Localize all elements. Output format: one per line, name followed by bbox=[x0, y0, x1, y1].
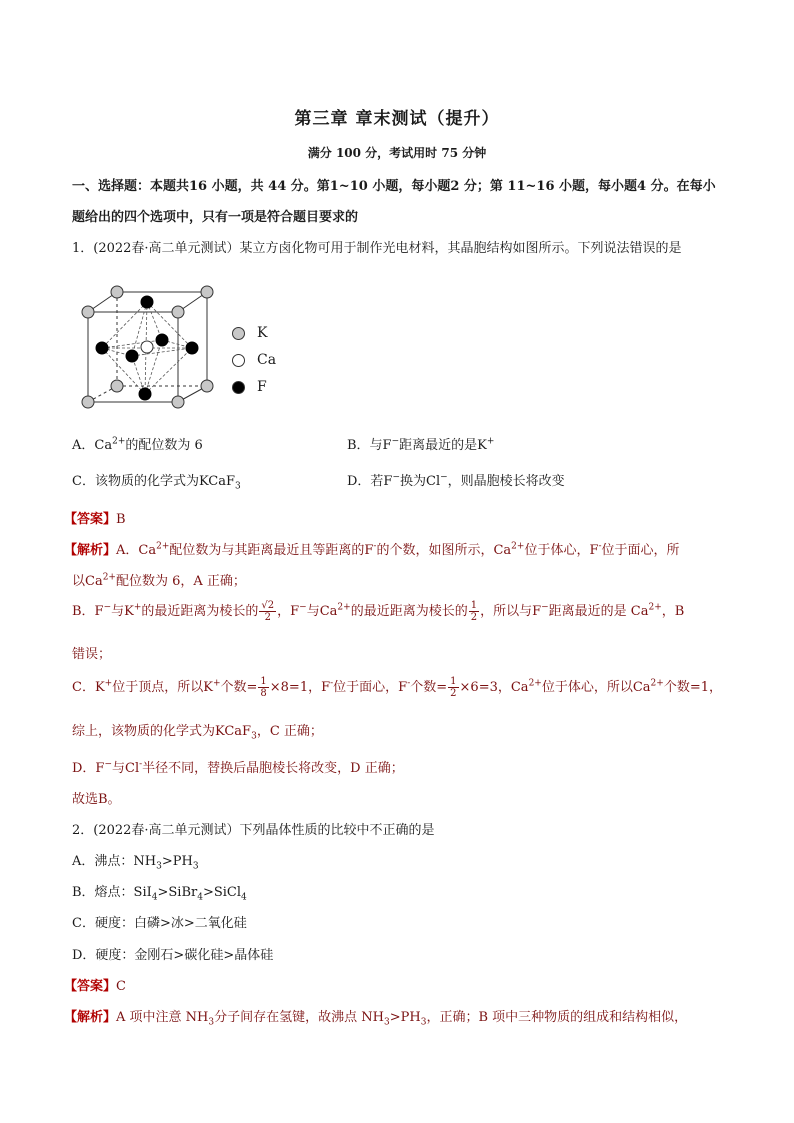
ca-atom-icon bbox=[232, 354, 245, 367]
question-2-stem: 2．(2022春·高二单元测试）下列晶体性质的比较中不正确的是 bbox=[72, 823, 435, 838]
q1-conclusion: 故选B。 bbox=[72, 792, 121, 807]
page-subtitle: 满分 100 分，考试用时 75 分钟 bbox=[307, 146, 487, 160]
q1-analysis-c-line1: C．K+位于顶点，所以K+个数= $\frac{1}{8}$ ×8=1，F-位于面心，F-个数= $\frac{1}{2}$ ×6=3，$Ca^{2+}$位于体心，所以$Ca^{2+}$个数=1， bbox=[72, 676, 722, 699]
q1-option-d[interactable]: D．若F−换为Cl−，则晶胞棱长将改变 bbox=[347, 472, 565, 489]
section-instructions-line1: 一、选择题：本题共16 小题，共 44 分。第1~10 小题，每小题2 分；第 11~16 小题，每小题4 分。在每小 bbox=[72, 179, 716, 194]
crystal-cell-diagram bbox=[74, 278, 224, 414]
legend-ca: Ca bbox=[232, 352, 276, 368]
page-title: 第三章 章末测试（提升） bbox=[294, 109, 500, 129]
q1-option-c[interactable]: C．该物质的化学式为KCaF$_3$ bbox=[72, 474, 241, 492]
q1-option-b[interactable]: B．与F−距离最近的是K+ bbox=[347, 436, 495, 453]
one-half-fraction-c: $\frac{1}{2}$ bbox=[450, 676, 457, 699]
q1-analysis-c-line2: 综上，该物质的化学式为KCaF$_3$，C 正确； bbox=[72, 724, 323, 742]
q2-option-c[interactable]: C．硬度：白磷>冰>二氧化硅 bbox=[72, 916, 247, 931]
q1-answer: 【答案】B bbox=[64, 512, 126, 527]
q2-analysis: 【解析】A 项中注意 $NH_3$分子间存在氢键，故沸点 $NH_3>PH_3$，正确；B 项中三种物质的组成和结构相似， bbox=[64, 1010, 688, 1028]
q2-option-b[interactable]: B．熔点：SiI$_4$>SiBr$_4$>SiCl$_4$ bbox=[72, 885, 247, 903]
question-1-stem: 1．(2022春·高二单元测试）某立方卤化物可用于制作光电材料，其晶胞结构如图所示。下列说法错误的是 bbox=[72, 241, 682, 256]
q2-option-d[interactable]: D．硬度：金刚石>碳化硅>晶体硅 bbox=[72, 948, 274, 963]
section-instructions-line2: 题给出的四个选项中，只有一项是符合题目要求的 bbox=[72, 210, 359, 225]
sqrt2-over-2-fraction: $\frac{√2}{2}$ bbox=[261, 600, 275, 623]
q1-analysis-b-line1: B．F−与K+的最近距离为棱长的 $\frac{√2}{2}$ ，F−与$Ca^{2+}$的最近距离为棱长的 $\frac{1}{2}$ ，所以与F−距离最近的是 $Ca^{2+}$，B bbox=[72, 600, 685, 623]
q1-option-a[interactable]: A．$Ca^{2+}$的配位数为 6 bbox=[72, 436, 203, 453]
one-half-fraction: $\frac{1}{2}$ bbox=[470, 600, 478, 623]
legend-f: F bbox=[232, 379, 267, 395]
q1-analysis-a-line2: 以$Ca^{2+}$配位数为 6，A 正确； bbox=[72, 572, 246, 589]
k-atom-icon bbox=[232, 327, 245, 340]
q1-analysis-d: D．F−与Cl-半径不同，替换后晶胞棱长将改变，D 正确； bbox=[72, 759, 404, 776]
q2-answer: 【答案】C bbox=[64, 979, 126, 994]
one-eighth-fraction: $\frac{1}{8}$ bbox=[260, 676, 267, 699]
q2-option-a[interactable]: A．沸点：$NH_3>PH_3$ bbox=[72, 854, 199, 872]
q1-analysis-a-line1: 【解析】A．$Ca^{2+}$配位数为与其距离最近且等距离的F-的个数，如图所示，$Ca^{2+}$位于体心，F-位于面心，所 bbox=[64, 541, 680, 558]
f-atom-icon bbox=[232, 381, 245, 394]
q1-analysis-b-line2: 错误； bbox=[72, 647, 112, 662]
legend-k: K bbox=[232, 325, 267, 341]
